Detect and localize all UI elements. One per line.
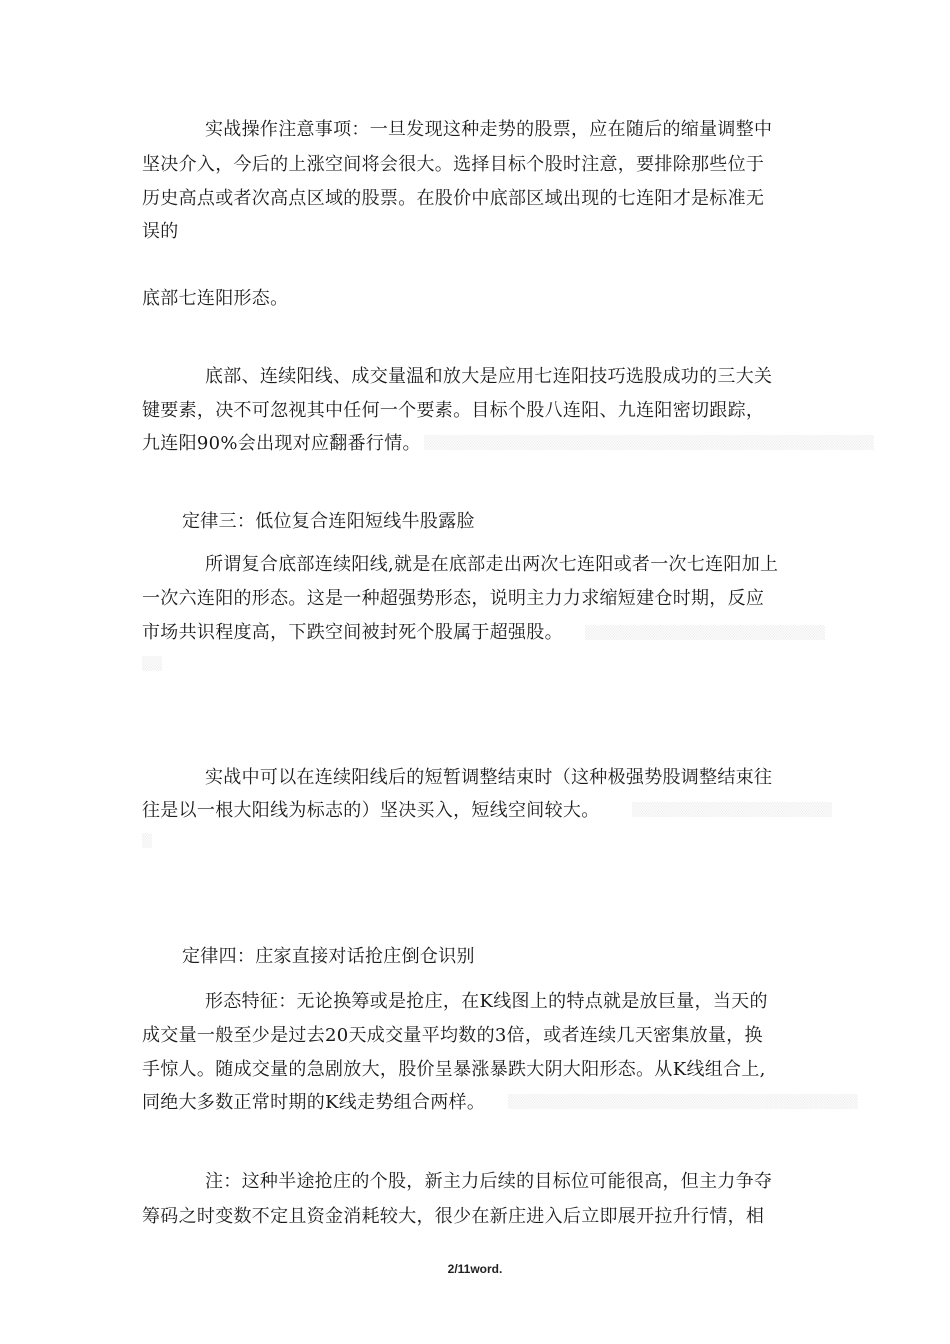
text-line: 实战操作注意事项：一旦发现这种走势的股票，应在随后的缩量调整中 — [205, 119, 773, 140]
watermark-text: ▒▒ — [142, 657, 162, 672]
text-line: 九连阳90%会出现对应翻番行情。 — [142, 433, 421, 454]
text-line: 坚决介入，今后的上涨空间将会很大。选择目标个股时注意，要排除那些位于 — [142, 154, 765, 175]
text-line: 所谓复合底部连续阳线,就是在底部走出两次七连阳或者一次七连阳加上 — [205, 554, 779, 575]
paragraph-bottom-seven-yang: 底部七连阳形态。 — [142, 288, 289, 309]
watermark-text: ▒ — [142, 834, 152, 849]
watermark-text: ▒▒▒▒▒▒▒▒▒▒▒▒▒▒▒▒▒▒▒▒ — [632, 803, 832, 818]
text-line: 键要素，决不可忽视其中任何一个要素。目标个股八连阳、九连阳密切跟踪， — [142, 400, 765, 421]
text-line: 注：这种半途抢庄的个股，新主力后续的目标位可能很高，但主力争夺 — [205, 1171, 773, 1192]
section-heading-law-four: 定律四：庄家直接对话抢庄倒仓识别 — [182, 946, 475, 967]
page-footer: 2/11word. — [447, 1262, 503, 1276]
text-line: 市场共识程度高，下跌空间被封死个股属于超强股。 — [142, 622, 563, 643]
watermark-text: ▒▒▒▒▒▒▒▒▒▒▒▒▒▒▒▒▒▒▒▒▒▒▒▒▒▒▒▒▒▒▒▒▒▒▒ — [508, 1095, 858, 1110]
watermark-text: ▒▒▒▒▒▒▒▒▒▒▒▒▒▒▒▒▒▒▒▒▒▒▒▒▒▒▒▒▒▒▒▒▒▒▒▒▒▒▒▒▒▒▒▒▒ — [424, 436, 874, 451]
section-heading-law-three: 定律三：低位复合连阳短线牛股露脸 — [182, 511, 475, 532]
text-line: 底部、连续阳线、成交量温和放大是应用七连阳技巧选股成功的三大关 — [205, 366, 773, 387]
text-line: 同绝大多数正常时期的K线走势组合两样。 — [142, 1092, 486, 1113]
text-line: 历史高点或者次高点区域的股票。在股价中底部区域出现的七连阳才是标准无 — [142, 188, 765, 209]
text-line: 实战中可以在连续阳线后的短暂调整结束时（这种极强势股调整结束往 — [205, 767, 773, 788]
text-line: 手惊人。随成交量的急剧放大，股价呈暴涨暴跌大阴大阳形态。从K线组合上, — [142, 1059, 766, 1080]
watermark-text: ▒▒▒▒▒▒▒▒▒▒▒▒▒▒▒▒▒▒▒▒▒▒▒▒ — [585, 626, 825, 641]
text-line: 往是以一根大阳线为标志的）坚决买入，短线空间较大。 — [142, 800, 600, 821]
text-line: 成交量一般至少是过去20天成交量平均数的3倍，或者连续几天密集放量，换 — [142, 1025, 763, 1046]
text-line: 形态特征：无论换筹或是抢庄，在K线图上的特点就是放巨量，当天的 — [205, 991, 768, 1012]
text-line: 误的 — [142, 221, 179, 242]
text-line: 一次六连阳的形态。这是一种超强势形态，说明主力力求缩短建仓时期，反应 — [142, 588, 765, 609]
text-line: 筹码之时变数不定且资金消耗较大，很少在新庄进入后立即展开拉升行情，相 — [142, 1206, 765, 1227]
